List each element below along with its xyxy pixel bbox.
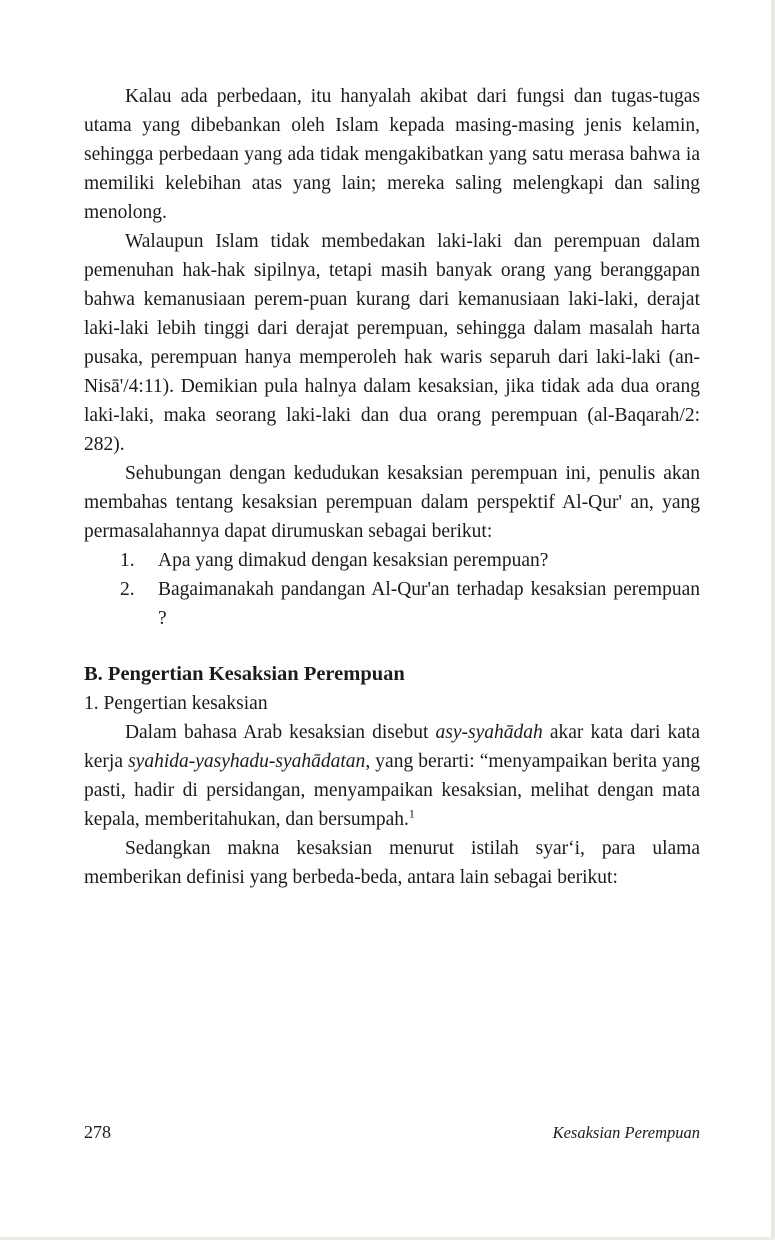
page-footer — [84, 1122, 700, 1143]
paragraph-4 — [84, 718, 700, 834]
paragraph-3: Sehubungan dengan kedudukan kesaksian perempuan ini, penulis akan membahas tentang kesaksian perempuan dalam perspektif Al-Qur' an, yang permasalahannya dapat dirumuskan sebagai berikut: — [84, 463, 700, 542]
paragraph-4-text: akar kata dari kata kerja — [84, 722, 701, 772]
running-title: Kesaksian Perempuan — [552, 1123, 700, 1142]
arabic-term-2: syahida-yasyhadu-syahādatan — [128, 751, 366, 772]
page-number: 278 — [84, 1122, 111, 1142]
arabic-term-1: asy-syahādah — [435, 722, 543, 743]
text-block — [84, 82, 700, 892]
list-item-1 — [120, 546, 700, 575]
list-text: Bagaimanakah pandangan Al-Qur'an terhadap kesaksian perempuan ? — [158, 579, 700, 629]
footnote-reference: 1 — [408, 806, 415, 821]
paragraph-5: Sedangkan makna kesaksian menurut istilah syarʻi, para ulama memberikan definisi yang berbeda-beda, antara lain sebagai berikut: — [84, 838, 700, 888]
list-number: 2. — [120, 579, 135, 600]
list-number: 1. — [120, 550, 135, 571]
paragraph-1: Kalau ada perbedaan, itu hanyalah akibat dari fungsi dan tugas-tugas utama yang dibebankan oleh Islam kepada masing-masing jenis kelamin, sehingga perbedaan yang ada tidak mengakibatkan yang satu merasa bahwa ia memiliki kelebihan atas yang lain; mereka saling melengkapi dan saling menolong. — [84, 86, 700, 223]
paragraph-2: Walaupun Islam tidak membedakan laki-laki dan perempuan dalam pemenuhan hak-hak sipilnya, tetapi masih banyak orang yang beranggapan bahwa kemanusiaan perem-puan kurang dari kemanusiaan laki-laki, derajat laki-laki lebih tinggi dari derajat perempuan, sehingga dalam masalah harta pusaka, perempuan hanya memperoleh hak waris separuh dari laki-laki (an-Nisā'/4:11). Demikian pula halnya dalam kesaksian, jika tidak ada dua orang laki-laki, maka seorang laki-laki dan dua orang perempuan (al-Baqarah/2: 282). — [84, 231, 700, 455]
paragraph-4-text: , yang berarti: “menyampaikan berita yang pasti, hadir di persidangan, menyampaikan kesaksian, melihat dengan mata kepala, memberitahukan, dan bersumpah. — [84, 751, 700, 830]
list-item-2 — [120, 575, 700, 633]
paragraph-4-text: Dalam bahasa Arab kesaksian disebut — [124, 722, 436, 743]
question-list — [84, 546, 700, 633]
scan-edge-right — [771, 0, 775, 1240]
subsection-heading-1: 1. Pengertian kesaksian — [84, 693, 268, 714]
list-text: Apa yang dimakud dengan kesaksian perempuan? — [158, 550, 549, 571]
section-heading-b: B. Pengertian Kesaksian Perempuan — [84, 663, 405, 685]
